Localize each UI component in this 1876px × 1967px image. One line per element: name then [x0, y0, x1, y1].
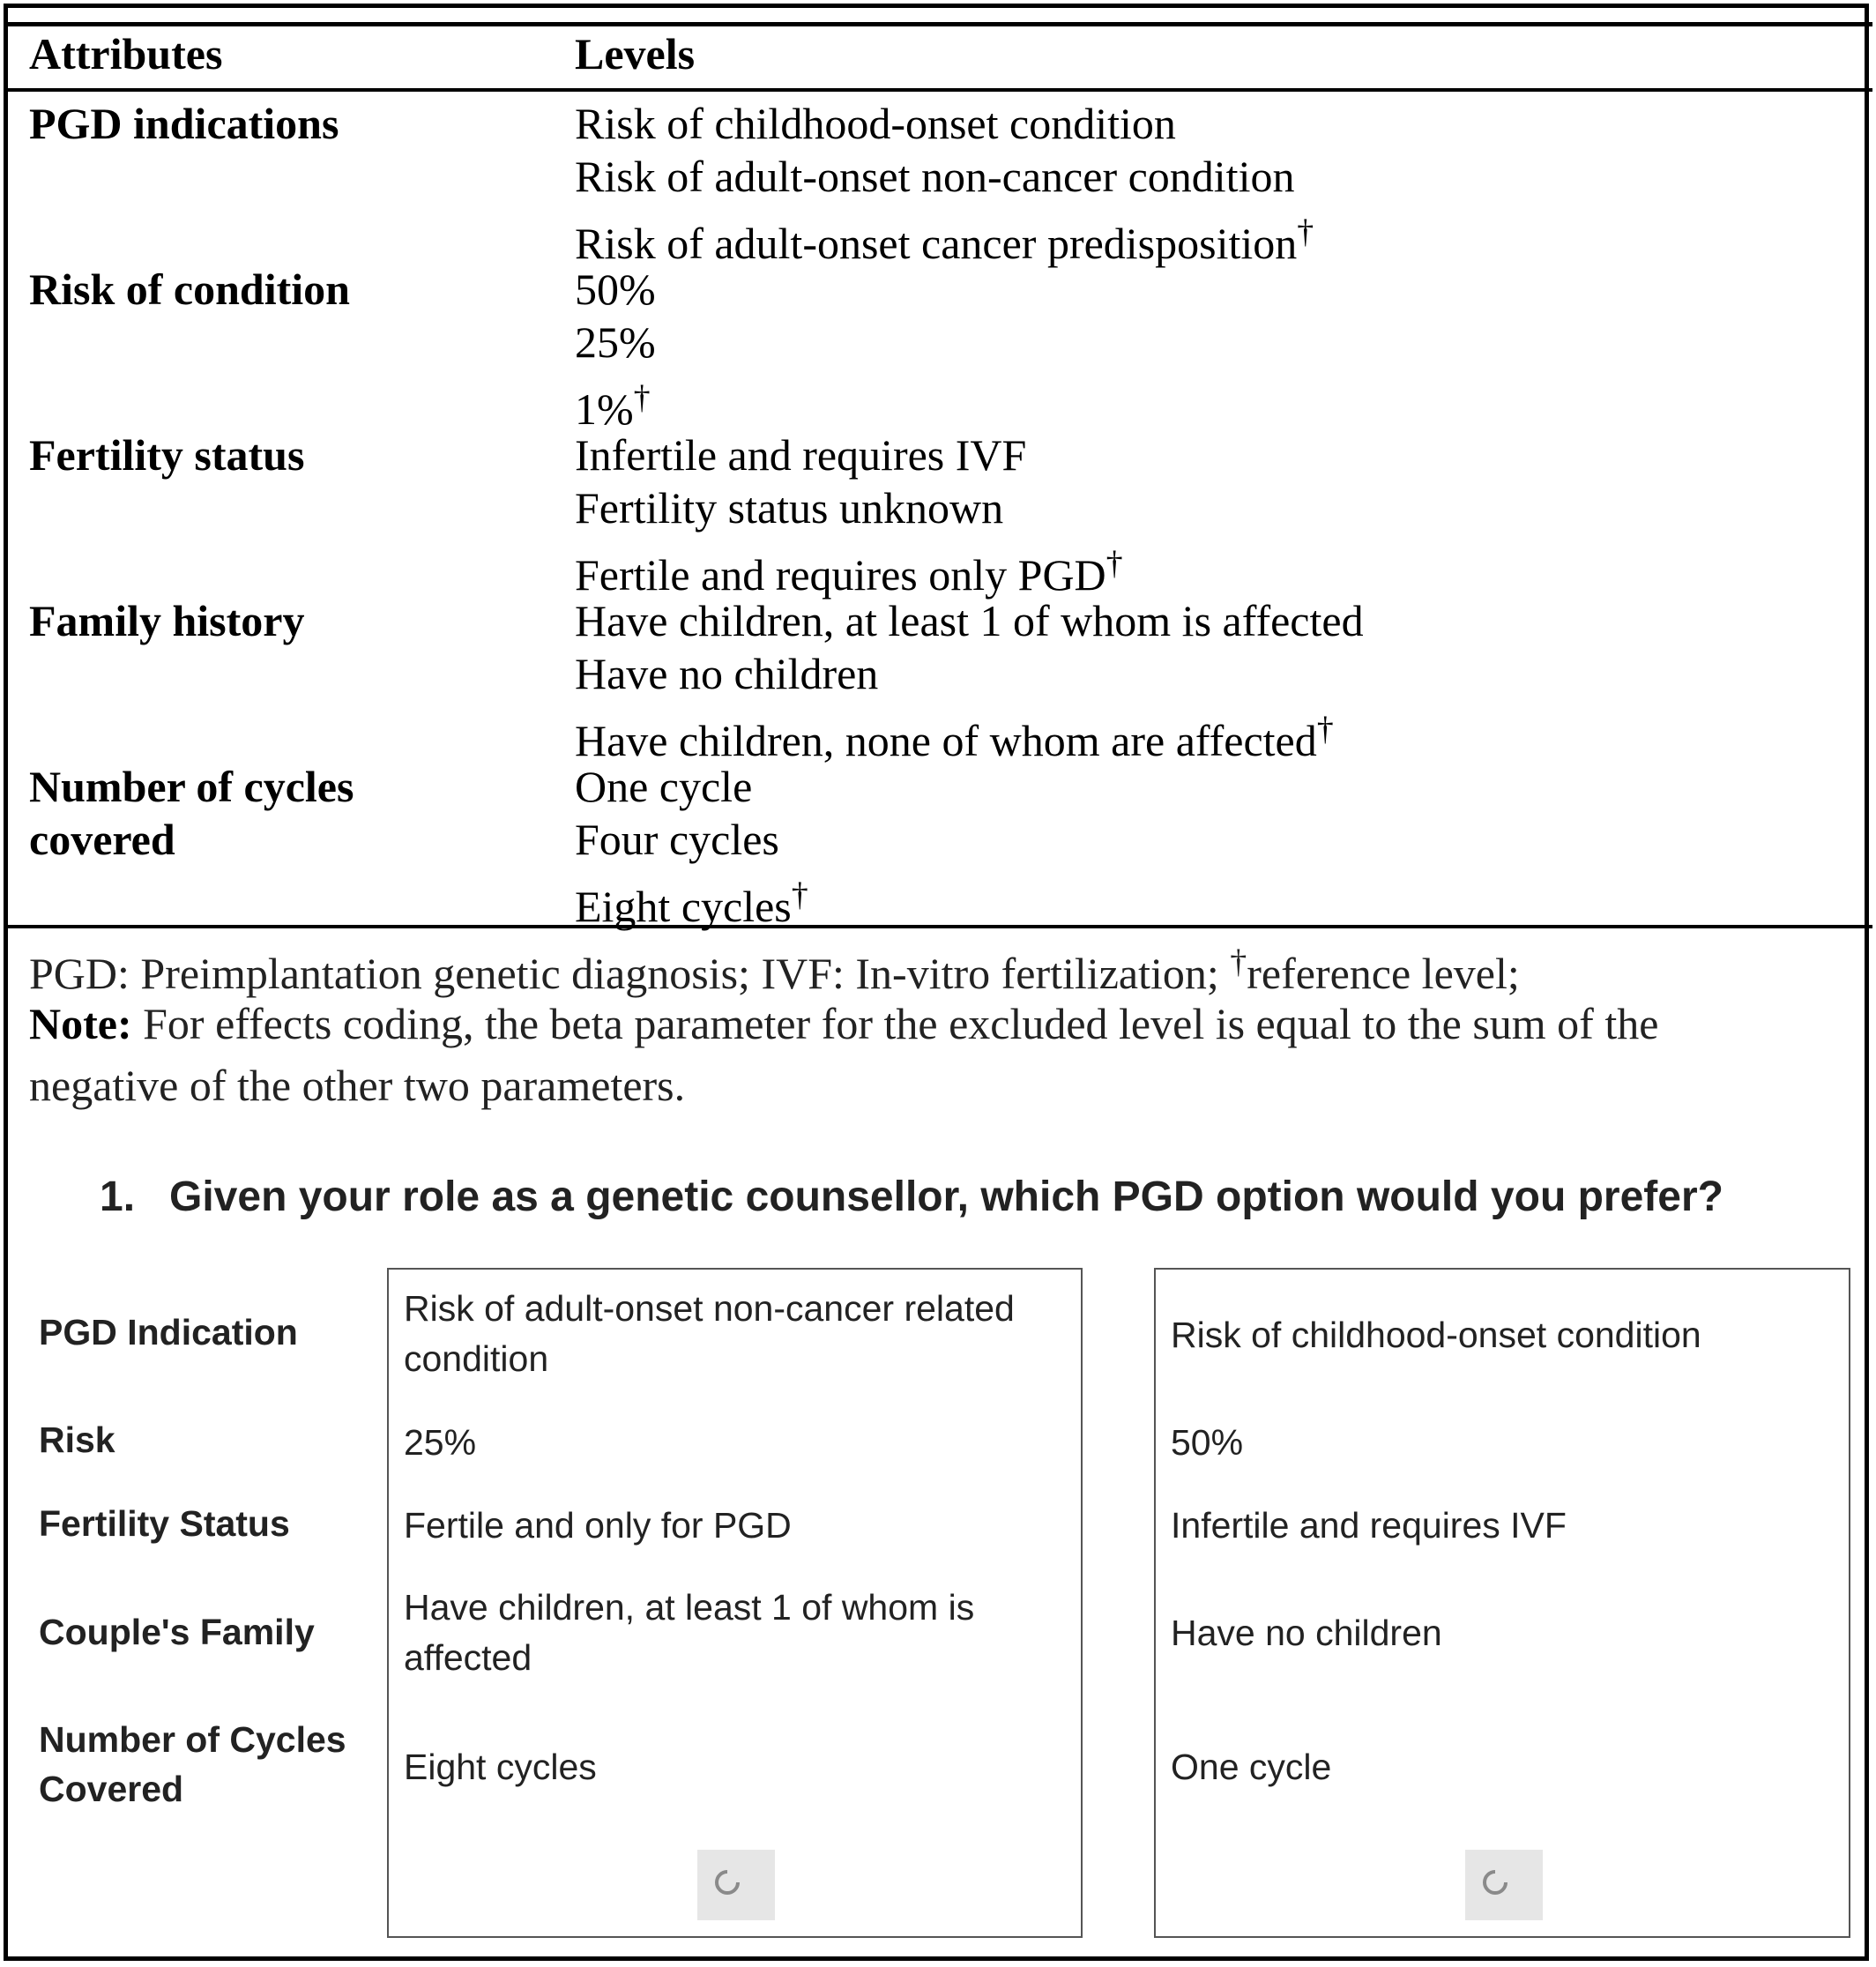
question-number: 1. [100, 1173, 136, 1220]
level-reference [575, 868, 808, 933]
attribute-pgd-indications: PGD indications [29, 99, 339, 148]
header-attributes: Attributes [29, 29, 223, 78]
level-text: Eight cycles [575, 882, 792, 931]
level-text: One cycle [575, 762, 753, 811]
level-reference [575, 205, 1314, 270]
footnote-note [29, 997, 1658, 1050]
level-text: 1% [575, 384, 634, 434]
label-number-of-cycles: Number of Cycles [39, 1719, 346, 1760]
reference-dagger: † [633, 379, 651, 416]
label-number-of-cycles-cont: Covered [39, 1769, 184, 1809]
question-text: Given your role as a genetic counsellor, which PGD option would you prefer? [169, 1173, 1723, 1220]
option-b-family: Have no children [1171, 1613, 1442, 1653]
option-a-family: Have children, at least 1 of whom is [404, 1587, 975, 1628]
table-bottom-rule [4, 925, 1872, 928]
header-levels: Levels [575, 29, 696, 78]
reference-dagger: † [1230, 943, 1247, 980]
note-text: For effects coding, the beta parameter for the excluded level is equal to the sum of the [131, 999, 1659, 1048]
reference-dagger: † [1297, 213, 1314, 250]
attribute-number-of-cycles-cont: covered [29, 815, 175, 864]
header-rule [4, 88, 1872, 92]
radio-loading-icon [1481, 1868, 1509, 1896]
level-text: Risk of childhood-onset condition [575, 99, 1176, 148]
abbreviations-text: PGD: Preimplantation genetic diagnosis; IVF: In-vitro fertilization; [29, 949, 1231, 998]
option-a-cycles: Eight cycles [404, 1747, 597, 1787]
label-risk: Risk [39, 1419, 115, 1460]
level-text: 50% [575, 265, 656, 314]
option-a-radio[interactable] [697, 1850, 775, 1920]
level-text: Have children, at least 1 of whom is affected [575, 596, 1364, 645]
option-b-card[interactable] [1154, 1268, 1850, 1938]
option-b-fertility: Infertile and requires IVF [1171, 1505, 1567, 1546]
option-a-card[interactable] [387, 1268, 1083, 1938]
level-text: Fertile and requires only PGD [575, 550, 1106, 600]
option-a-indication-cont: condition [404, 1338, 549, 1379]
level-text: 25% [575, 317, 656, 367]
level-text: Have no children [575, 649, 879, 698]
attribute-number-of-cycles: Number of cycles [29, 762, 354, 811]
label-couples-family: Couple's Family [39, 1612, 315, 1652]
option-a-family-cont: affected [404, 1637, 532, 1678]
table-top-rule [4, 22, 1872, 26]
level-text: Infertile and requires IVF [575, 430, 1027, 480]
attribute-family-history: Family history [29, 596, 305, 645]
attribute-risk-of-condition: Risk of condition [29, 265, 350, 314]
option-a-fertility: Fertile and only for PGD [404, 1505, 792, 1546]
level-reference [575, 703, 1334, 767]
footnote-abbreviations [29, 935, 1520, 1000]
reference-dagger: † [791, 876, 808, 913]
level-text: Have children, none of whom are affected [575, 716, 1317, 765]
option-a-risk: 25% [404, 1422, 477, 1463]
option-b-risk: 50% [1171, 1422, 1244, 1463]
level-text: Fertility status unknown [575, 483, 1004, 533]
reference-dagger: † [1316, 711, 1334, 748]
note-label: Note: [29, 999, 132, 1048]
attribute-fertility-status: Fertility status [29, 430, 305, 480]
level-reference [575, 371, 651, 436]
label-pgd-indication: PGD Indication [39, 1312, 298, 1352]
reference-level-text: reference level; [1247, 949, 1520, 998]
footnote-note-cont: negative of the other two parameters. [29, 1061, 686, 1110]
option-b-indication: Risk of childhood-onset condition [1171, 1315, 1701, 1355]
reference-dagger: † [1106, 545, 1123, 582]
option-b-cycles: One cycle [1171, 1747, 1332, 1787]
level-text: Risk of adult-onset cancer predisposition [575, 219, 1298, 268]
survey-question [100, 1173, 1723, 1221]
option-b-radio[interactable] [1465, 1850, 1543, 1920]
option-a-indication: Risk of adult-onset non-cancer related [404, 1288, 1015, 1329]
label-fertility-status: Fertility Status [39, 1503, 290, 1544]
level-text: Risk of adult-onset non-cancer condition [575, 152, 1295, 201]
level-text: Four cycles [575, 815, 779, 864]
radio-loading-icon [713, 1868, 741, 1896]
level-reference [575, 537, 1123, 601]
